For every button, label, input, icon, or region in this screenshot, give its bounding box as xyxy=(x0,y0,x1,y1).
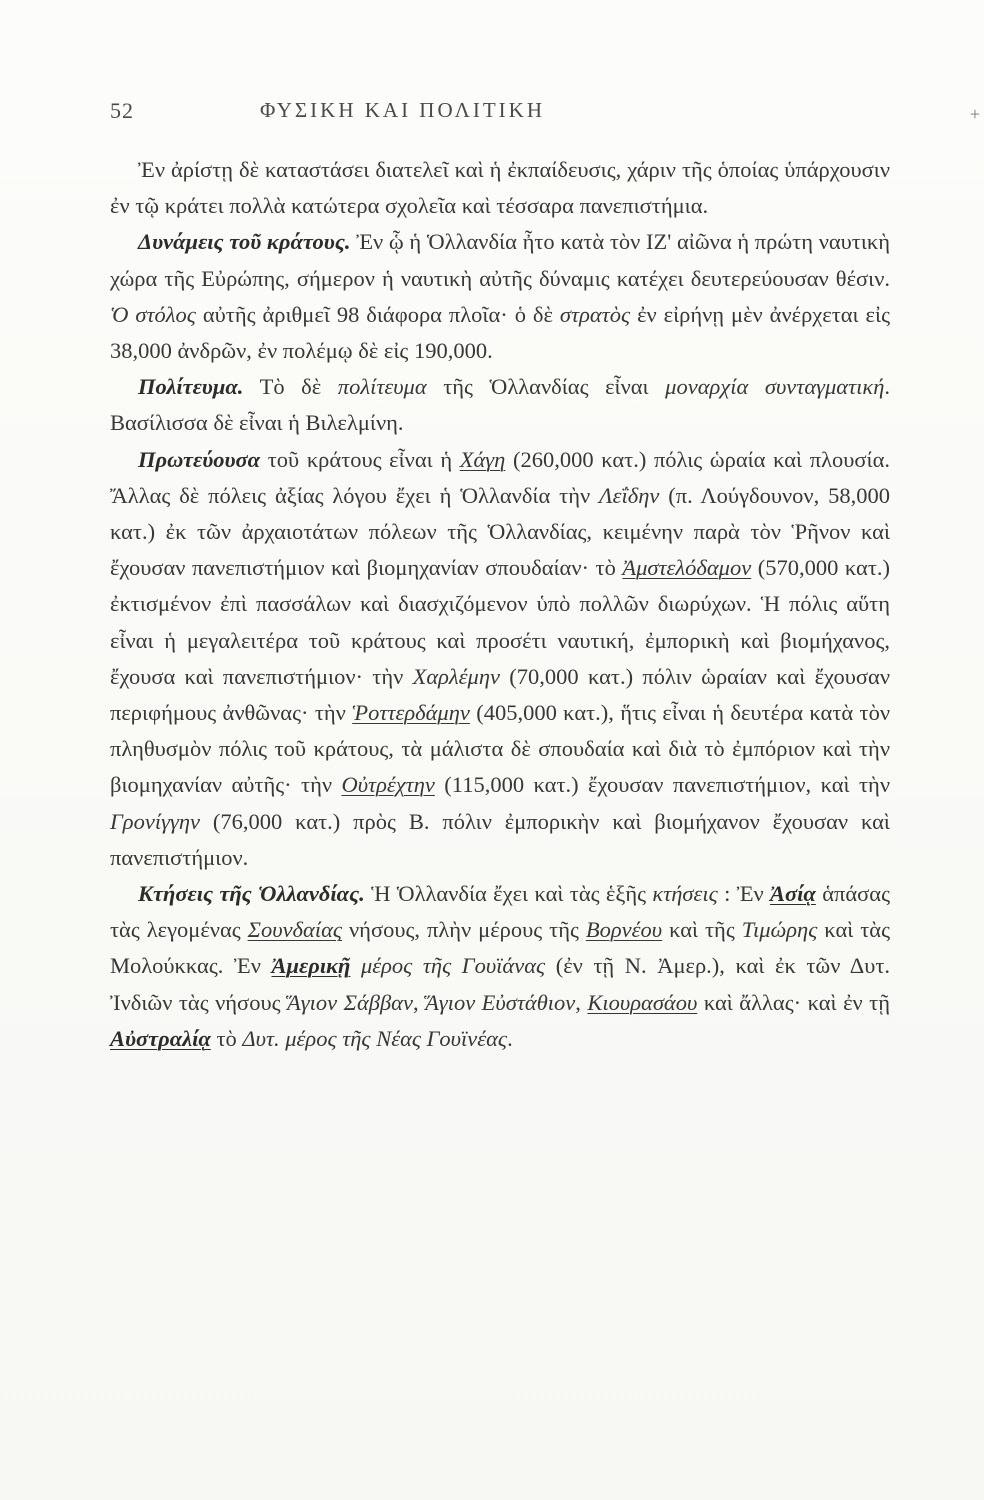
section-heading-possessions: Κτήσεις τῆς Ὁλλανδίας. xyxy=(138,881,365,907)
place-name: μέρος τῆς Γουϊάνας xyxy=(360,953,546,979)
paragraph-military-forces xyxy=(110,224,890,369)
text-run: τοῦ κράτους εἶναι ἡ xyxy=(260,446,460,472)
place-name: Ῥοττερδάμην xyxy=(352,700,470,726)
text-run xyxy=(350,953,361,978)
text-run: , xyxy=(412,989,426,1015)
body-text xyxy=(110,152,890,1057)
text-run: (π. Λούγδουνον, 58,000 κατ.) ἐκ τῶν ἀρχαιοτάτων πόλεων τῆς Ὁλλανδίας, κειμένην παρὰ τὸν Ῥῆνον καὶ ἔχουσαν πανεπιστήμιον καὶ βιομηχανίαν σπουδαίαν· τὸ xyxy=(110,482,890,581)
page-header xyxy=(110,98,980,128)
text-run: ἁπάσας τὰς λεγομένας xyxy=(110,881,891,943)
place-name: Χάγη xyxy=(459,446,506,472)
section-heading-polity: Πολίτευμα. xyxy=(138,374,244,400)
text-run: καὶ ἄλλας· καὶ ἐν τῇ xyxy=(697,989,890,1015)
place-name: Τιμώρης xyxy=(741,917,818,943)
text-run: (76,000 κατ.) πρὸς Β. πόλιν ἐμπορικὴν καὶ βιομήχανον ἔχουσαν καὶ πανεπιστήμιον. xyxy=(110,808,890,870)
text-run: Ἡ Ὁλλανδία ἔχει καὶ τὰς ἑξῆς xyxy=(364,881,653,907)
text-run: καὶ τῆς xyxy=(662,917,742,943)
text-run: ἐν εἰρήνῃ μὲν ἀνέρχεται εἰς 38,000 ἀνδρῶν, ἐν πολέμῳ δὲ εἰς 190,000. xyxy=(110,301,890,364)
place-name: Χαρλέμην xyxy=(412,663,500,689)
place-name: Κιουρασάου xyxy=(587,989,698,1015)
continent-name: Αὐστραλίᾳ xyxy=(110,1025,211,1051)
running-title: ΦΥΣΙΚΗ ΚΑΙ ΠΟΛΙΤΙΚΗ xyxy=(260,98,546,122)
section-heading-capital: Πρωτεύουσα xyxy=(138,446,261,472)
text-run: . Βασίλισσα δὲ εἶναι ἡ Βιλελμίνη. xyxy=(110,374,890,436)
italic-term: μοναρχία συνταγματική xyxy=(665,374,885,400)
text-run: τῆς Ὁλλανδίας εἶναι xyxy=(426,374,666,400)
text-run: (260,000 κατ.) πόλις ὡραία καὶ πλουσία. Ἄλλας δὲ πόλεις ἀξίας λόγου ἔχει ἡ Ὁλλανδία τὴν xyxy=(110,446,890,508)
place-name: Βορνέου xyxy=(585,917,663,943)
paragraph-education xyxy=(110,152,890,224)
text-run: Ἐν ᾧ ἡ Ὁλλανδία ἦτο κατὰ τὸν ΙΖ' αἰῶνα ἡ πρώτη ναυτικὴ χώρα τῆς Εὐρώπης, σήμερον ἡ ναυτικὴ αὐτῆς δύναμις κατέχει δευτερεύουσαν θέσιν. xyxy=(110,229,890,291)
place-name: Σουνδαίας xyxy=(247,917,343,943)
italic-term: κτήσεις xyxy=(652,881,718,907)
text-run: , xyxy=(575,989,588,1015)
paragraph-text: Ἐν ἀρίστῃ δὲ καταστάσει διατελεῖ καὶ ἡ ἐκπαίδευσις, χάριν τῆς ὁποίας ὑπάρχουσιν ἐν τῷ κράτει πολλὰ κατώτερα σχολεῖα καὶ τέσσαρα πανεπιστήμια. xyxy=(110,157,890,219)
italic-term: στρατὸς xyxy=(559,301,631,327)
place-name: Γρονίγγην xyxy=(110,808,200,834)
continent-name: Ἀμερικῇ xyxy=(271,953,351,979)
place-name: Λεΐδην xyxy=(599,482,660,508)
place-name: Ἅγιον Σάββαν xyxy=(286,989,413,1015)
text-run: : Ἐν xyxy=(717,881,771,907)
text-run: . xyxy=(507,1025,513,1051)
place-name: Ἅγιον Εὐστάθιον xyxy=(425,989,576,1015)
place-name: Ἀμστελόδαμον xyxy=(622,555,752,581)
text-run: τὸ xyxy=(210,1025,243,1051)
place-name: Δυτ. μέρος τῆς Νέας Γουϊνέας xyxy=(242,1025,508,1051)
paragraph-capital xyxy=(110,442,890,876)
corner-mark: + xyxy=(969,104,980,124)
place-name: Οὐτρέχτην xyxy=(341,772,435,798)
text-run: (405,000 κατ.), ἥτις εἶναι ἡ δευτέρα κατὰ τὸν πληθυσμὸν πόλις τοῦ κράτους, τὰ μάλιστα δὲ σπουδαία καὶ διὰ τὸ ἐμπόριον καὶ τὴν βιομηχανίαν αὐτῆς· τὴν xyxy=(110,700,890,798)
page-number: 52 xyxy=(110,98,134,123)
continent-name: Ἀσίᾳ xyxy=(770,881,816,907)
text-run: αὐτῆς ἀριθμεῖ 98 διάφορα πλοῖα· ὁ δὲ xyxy=(195,301,560,327)
text-run: (115,000 κατ.) ἔχουσαν πανεπιστήμιον, καὶ τὴν xyxy=(434,772,890,798)
italic-term: Ὁ στόλος xyxy=(110,301,196,327)
italic-term: πολίτευμα xyxy=(337,374,427,400)
text-run: (570,000 κατ.) ἐκτισμένον ἐπὶ πασσάλων καὶ διασχιζόμενον ὑπὸ πολλῶν διωρύχων. Ἡ πόλις αὕτη εἶναι ἡ μεγαλειτέρα τοῦ κράτους καὶ προσέτι ναυτική, ἐμπορικὴ καὶ βιομήχανος, ἔχουσα καὶ πανεπιστήμιον· τὴν xyxy=(110,555,890,689)
text-run: Τὸ δὲ xyxy=(243,374,338,400)
section-heading-forces: Δυνάμεις τοῦ κράτους. xyxy=(138,229,351,255)
text-run: καὶ τὰς Μολούκκας. Ἐν xyxy=(110,917,890,979)
paragraph-polity xyxy=(110,369,890,441)
text-run: (70,000 κατ.) πόλιν ὡραίαν καὶ ἔχουσαν περιφήμους ἀνθῶνας· τὴν xyxy=(110,663,890,726)
paragraph-possessions xyxy=(110,876,890,1057)
text-run: (ἐν τῇ Ν. Ἀμερ.), καὶ ἐκ τῶν Δυτ. Ἰνδιῶν τὰς νήσους xyxy=(110,953,891,1015)
text-run: νήσους, πλὴν μέρους τῆς xyxy=(342,917,586,943)
